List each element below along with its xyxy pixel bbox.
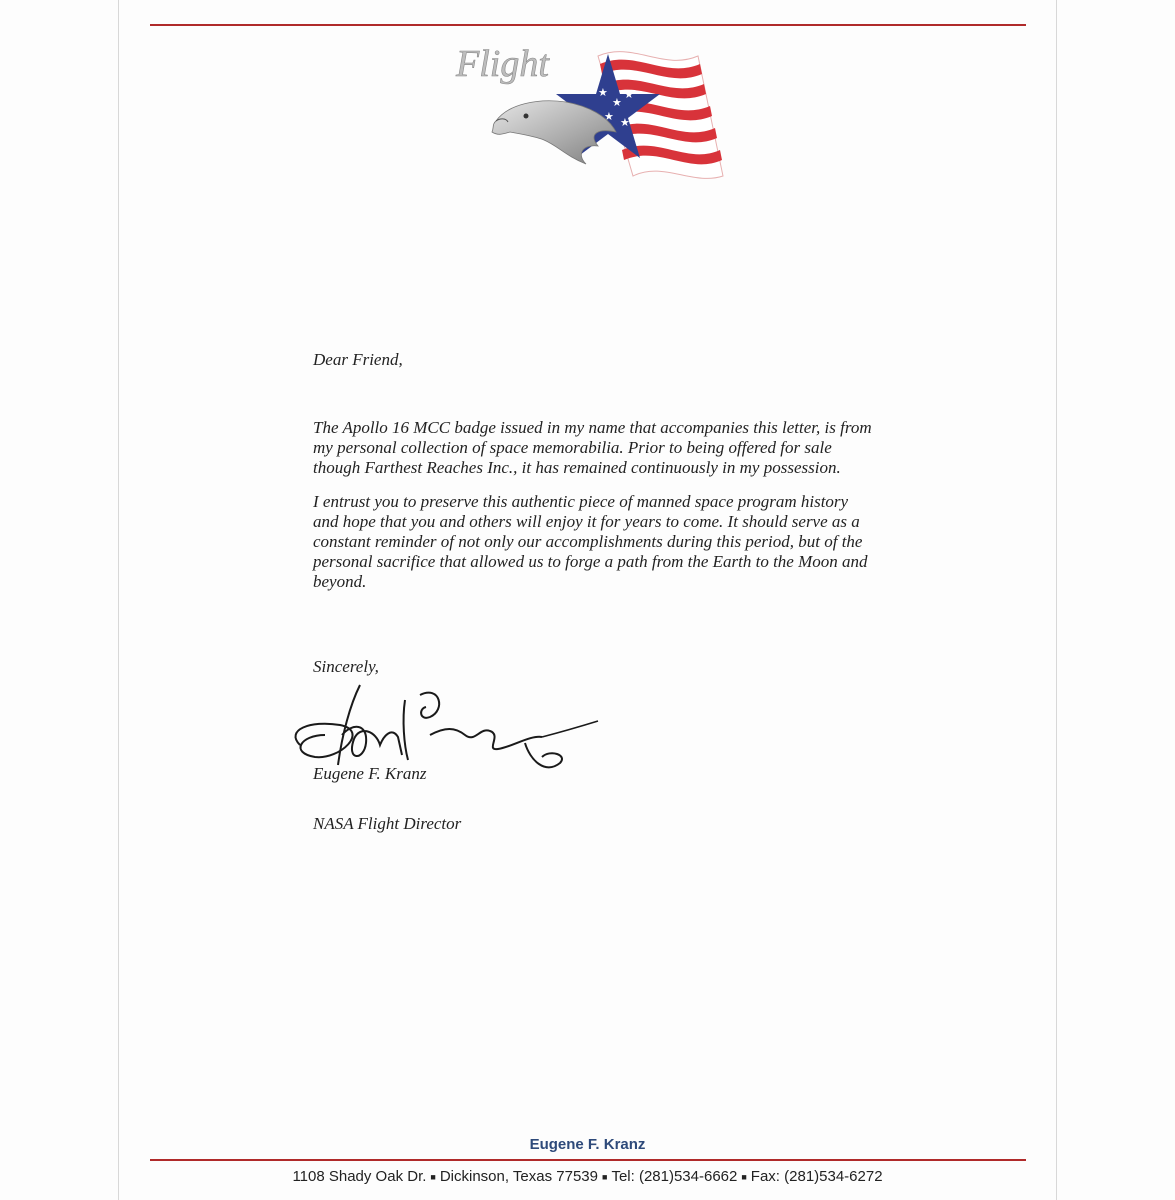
paper-edge-left	[118, 0, 119, 1200]
svg-text:★: ★	[604, 110, 614, 123]
footer-city: Dickinson, Texas 77539	[439, 1168, 598, 1185]
footer-address	[0, 1168, 1175, 1185]
closing: Sincerely,	[313, 657, 379, 676]
logo-wordmark: Flight	[456, 43, 549, 85]
svg-text:★: ★	[620, 116, 630, 129]
svg-text:★: ★	[598, 86, 608, 99]
footer-street: 1108 Shady Oak Dr.	[292, 1168, 427, 1185]
bullet-separator-icon: ■	[741, 1172, 747, 1183]
letter-body	[313, 350, 873, 592]
flight-logo	[448, 36, 738, 186]
salutation: Dear Friend,	[313, 350, 403, 369]
signer-title: NASA Flight Director	[313, 814, 462, 833]
svg-text:★: ★	[624, 88, 634, 101]
signer-name: Eugene F. Kranz	[313, 764, 427, 783]
svg-text:★: ★	[612, 96, 622, 109]
footer-fax: Fax: (281)534-6272	[750, 1168, 883, 1185]
bullet-separator-icon: ■	[602, 1172, 608, 1183]
paragraph-2: I entrust you to preserve this authentic piece of manned space program history and hope that you and others will enjoy it for years to come. It should serve as a constant reminder of not only our accomplishments during this period, but of the personal sacrifice that allowed us to forge a path from the Earth to the Moon and beyond.	[313, 492, 868, 591]
top-rule	[150, 24, 1026, 26]
footer-name: Eugene F. Kranz	[529, 1136, 646, 1153]
bottom-rule	[150, 1159, 1026, 1161]
footer-tel: Tel: (281)534-6662	[611, 1168, 738, 1185]
paragraph-1: The Apollo 16 MCC badge issued in my name that accompanies this letter, is from my personal collection of space memorabilia. Prior to being offered for sale though Farthest Reaches Inc., it has remained continuously in my possession.	[313, 418, 872, 477]
paper-edge-right	[1056, 0, 1057, 1200]
bullet-separator-icon: ■	[430, 1172, 436, 1183]
